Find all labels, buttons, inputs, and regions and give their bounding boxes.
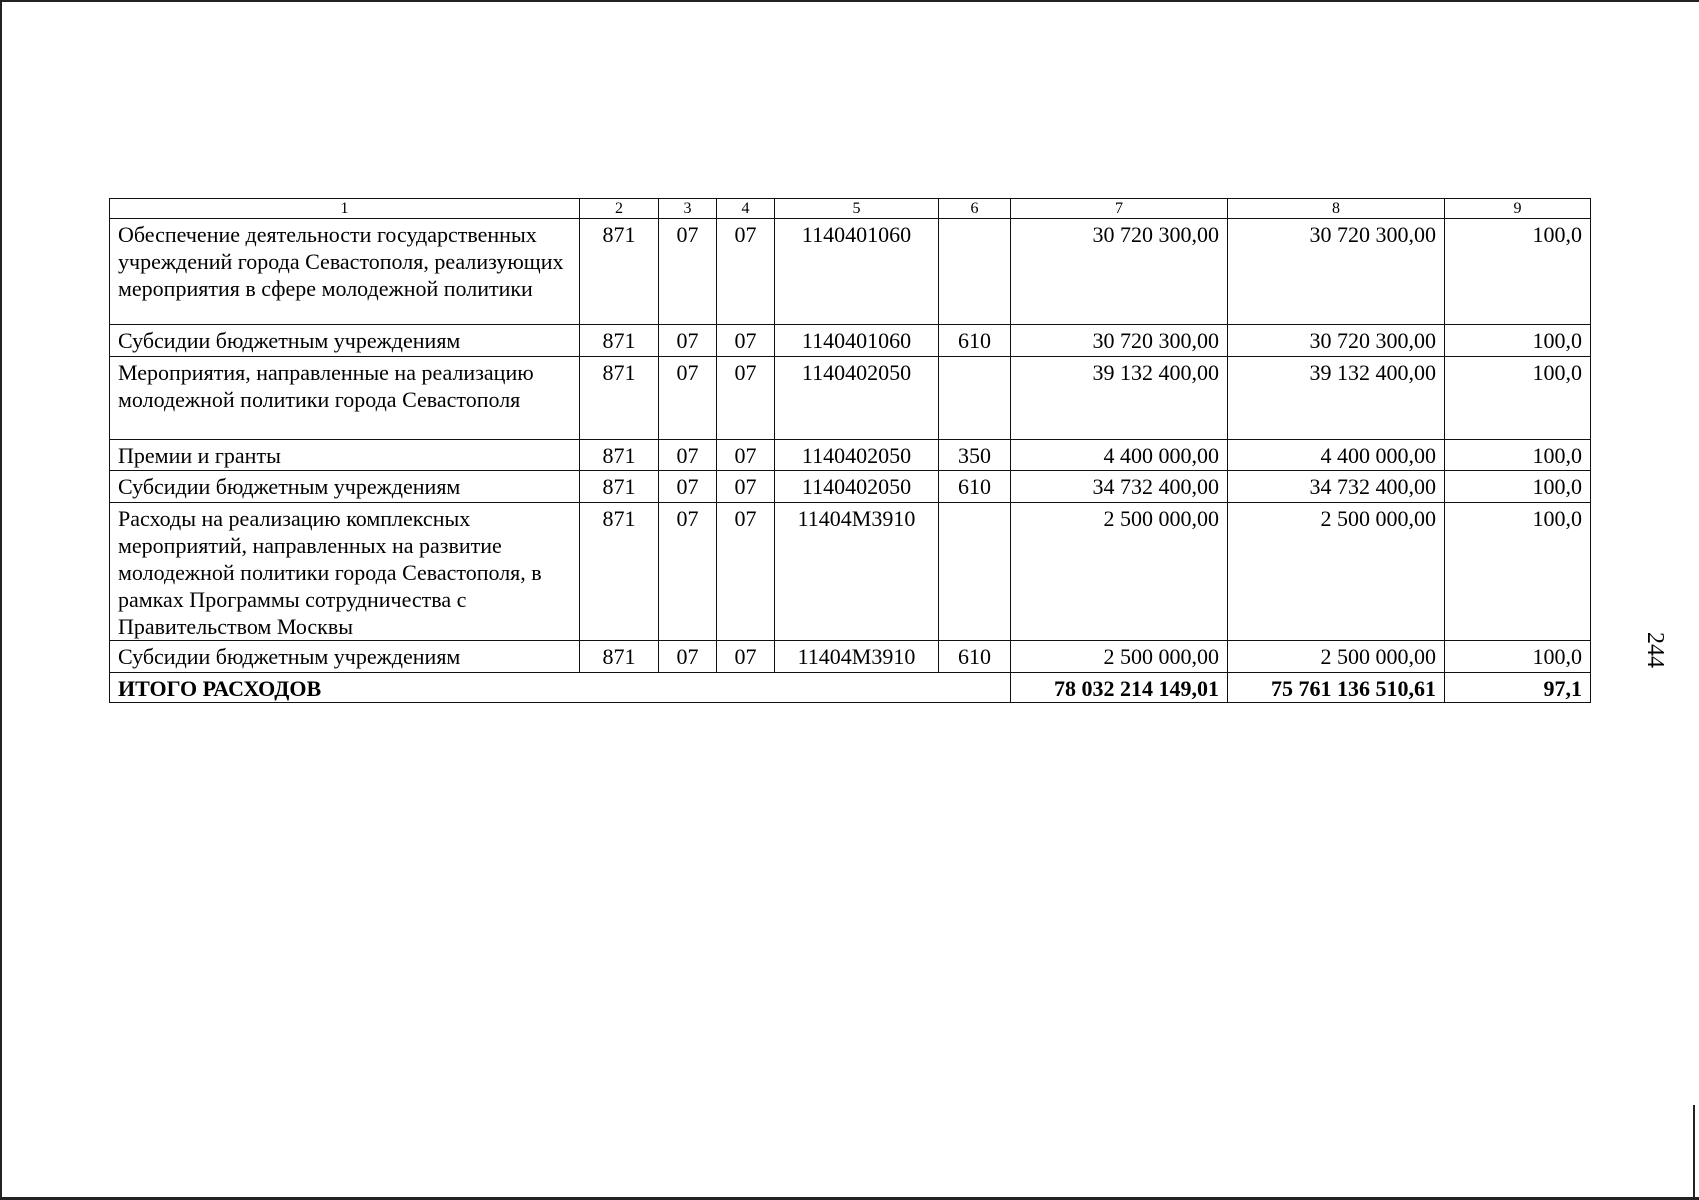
total-label: ИТОГО РАСХОДОВ [110, 673, 1011, 703]
column-number: 5 [775, 199, 939, 219]
expense-type-code [939, 503, 1011, 641]
column-number: 1 [110, 199, 580, 219]
expense-type-code [939, 219, 1011, 325]
execution-percent: 100,0 [1445, 440, 1591, 471]
grbs-code: 871 [580, 440, 659, 471]
grbs-code: 871 [580, 325, 659, 357]
expense-name: Субсидии бюджетным учреждениям [110, 471, 580, 503]
table-row [110, 325, 1591, 357]
execution-percent: 100,0 [1445, 219, 1591, 325]
scan-edge-mark [1693, 1105, 1695, 1197]
expense-type-code [939, 357, 1011, 440]
table-row [110, 641, 1591, 673]
execution-percent: 100,0 [1445, 471, 1591, 503]
fact-amount: 30 720 300,00 [1228, 325, 1445, 357]
target-article-code: 1140402050 [775, 357, 939, 440]
expense-type-code: 350 [939, 440, 1011, 471]
table-row [110, 440, 1591, 471]
total-execution-percent: 97,1 [1445, 673, 1591, 703]
table-row [110, 471, 1591, 503]
execution-percent: 100,0 [1445, 357, 1591, 440]
expense-name: Расходы на реализацию комплексных мероприятий, направленных на развитие молодежной политики города Севастополя, в рамках Программы сотрудничества с Правительством Москвы [110, 503, 580, 641]
column-number: 3 [659, 199, 717, 219]
section-code: 07 [659, 503, 717, 641]
fact-amount: 34 732 400,00 [1228, 471, 1445, 503]
section-code: 07 [659, 641, 717, 673]
plan-amount: 39 132 400,00 [1011, 357, 1228, 440]
expense-name: Обеспечение деятельности государственных учреждений города Севастополя, реализующих мероприятия в сфере молодежной политики [110, 219, 580, 325]
subsection-code: 07 [717, 325, 775, 357]
fact-amount: 2 500 000,00 [1228, 641, 1445, 673]
column-number: 2 [580, 199, 659, 219]
grbs-code: 871 [580, 219, 659, 325]
column-number: 8 [1228, 199, 1445, 219]
plan-amount: 2 500 000,00 [1011, 641, 1228, 673]
subsection-code: 07 [717, 440, 775, 471]
fact-amount: 2 500 000,00 [1228, 503, 1445, 641]
expense-type-code: 610 [939, 471, 1011, 503]
page-number: 244 [1642, 632, 1668, 668]
table-row [110, 357, 1591, 440]
section-code: 07 [659, 440, 717, 471]
grbs-code: 871 [580, 357, 659, 440]
plan-amount: 2 500 000,00 [1011, 503, 1228, 641]
plan-amount: 34 732 400,00 [1011, 471, 1228, 503]
table-row [110, 503, 1591, 641]
total-fact-amount: 75 761 136 510,61 [1228, 673, 1445, 703]
expense-type-code: 610 [939, 641, 1011, 673]
target-article-code: 11404М3910 [775, 503, 939, 641]
grbs-code: 871 [580, 503, 659, 641]
subsection-code: 07 [717, 503, 775, 641]
column-number: 6 [939, 199, 1011, 219]
table-row [110, 219, 1591, 325]
grbs-code: 871 [580, 471, 659, 503]
plan-amount: 30 720 300,00 [1011, 219, 1228, 325]
grbs-code: 871 [580, 641, 659, 673]
subsection-code: 07 [717, 641, 775, 673]
target-article-code: 1140402050 [775, 440, 939, 471]
section-code: 07 [659, 471, 717, 503]
total-plan-amount: 78 032 214 149,01 [1011, 673, 1228, 703]
execution-percent: 100,0 [1445, 641, 1591, 673]
expense-name: Премии и гранты [110, 440, 580, 471]
plan-amount: 30 720 300,00 [1011, 325, 1228, 357]
column-number-row [110, 199, 1591, 219]
target-article-code: 11404М3910 [775, 641, 939, 673]
section-code: 07 [659, 219, 717, 325]
section-code: 07 [659, 325, 717, 357]
total-row [110, 673, 1591, 703]
fact-amount: 4 400 000,00 [1228, 440, 1445, 471]
execution-percent: 100,0 [1445, 503, 1591, 641]
expenditure-table [109, 198, 1591, 703]
subsection-code: 07 [717, 357, 775, 440]
column-number: 7 [1011, 199, 1228, 219]
target-article-code: 1140401060 [775, 219, 939, 325]
execution-percent: 100,0 [1445, 325, 1591, 357]
target-article-code: 1140402050 [775, 471, 939, 503]
column-number: 4 [717, 199, 775, 219]
target-article-code: 1140401060 [775, 325, 939, 357]
fact-amount: 39 132 400,00 [1228, 357, 1445, 440]
fact-amount: 30 720 300,00 [1228, 219, 1445, 325]
plan-amount: 4 400 000,00 [1011, 440, 1228, 471]
subsection-code: 07 [717, 219, 775, 325]
column-number: 9 [1445, 199, 1591, 219]
expense-name: Мероприятия, направленные на реализацию молодежной политики города Севастополя [110, 357, 580, 440]
expense-name: Субсидии бюджетным учреждениям [110, 325, 580, 357]
subsection-code: 07 [717, 471, 775, 503]
expense-name: Субсидии бюджетным учреждениям [110, 641, 580, 673]
expense-type-code: 610 [939, 325, 1011, 357]
section-code: 07 [659, 357, 717, 440]
